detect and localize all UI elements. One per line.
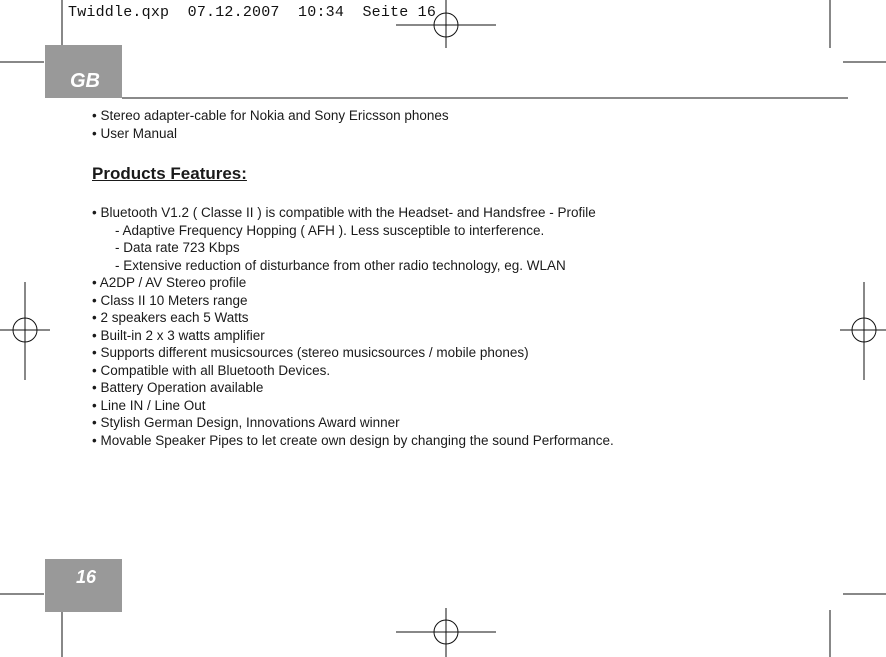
feature-item: • Compatible with all Bluetooth Devices.	[92, 362, 331, 378]
feature-item: • A2DP / AV Stereo profile	[92, 275, 247, 290]
language-label: GB	[70, 70, 100, 92]
page-number: 16	[76, 567, 97, 587]
page-content	[92, 107, 832, 449]
feature-sub-item: - Data rate 723 Kbps	[115, 240, 240, 255]
print-slug: Twiddle.qxp 07.12.2007 10:34 Seite 16	[68, 4, 437, 21]
feature-item: • Stylish German Design, Innovations Award winner	[92, 415, 400, 430]
feature-sub-item: - Adaptive Frequency Hopping ( AFH ). Less susceptible to interference.	[115, 222, 545, 238]
header-rule	[122, 97, 848, 99]
intro-item: • User Manual	[92, 125, 178, 141]
feature-item: • Line IN / Line Out	[92, 397, 206, 413]
intro-item: • Stereo adapter-cable for Nokia and Sony Ericsson phones	[92, 108, 449, 123]
page-number-tab	[45, 559, 122, 612]
feature-sub-item: - Extensive reduction of disturbance from other radio technology, eg. WLAN	[115, 257, 566, 273]
feature-item: • Class II 10 Meters range	[92, 292, 248, 308]
feature-item: • Battery Operation available	[92, 380, 264, 395]
feature-item: • 2 speakers each 5 Watts	[92, 310, 249, 325]
section-heading: Products Features:	[92, 164, 247, 183]
feature-item: • Built-in 2 x 3 watts amplifier	[92, 327, 265, 343]
feature-item: • Bluetooth V1.2 ( Classe II ) is compatible with the Headset- and Handsfree - Profile	[92, 205, 596, 220]
feature-item: • Movable Speaker Pipes to let create own design by changing the sound Performance.	[92, 432, 614, 448]
language-tab	[45, 45, 122, 98]
feature-item: • Supports different musicsources (stereo musicsources / mobile phones)	[92, 345, 529, 360]
